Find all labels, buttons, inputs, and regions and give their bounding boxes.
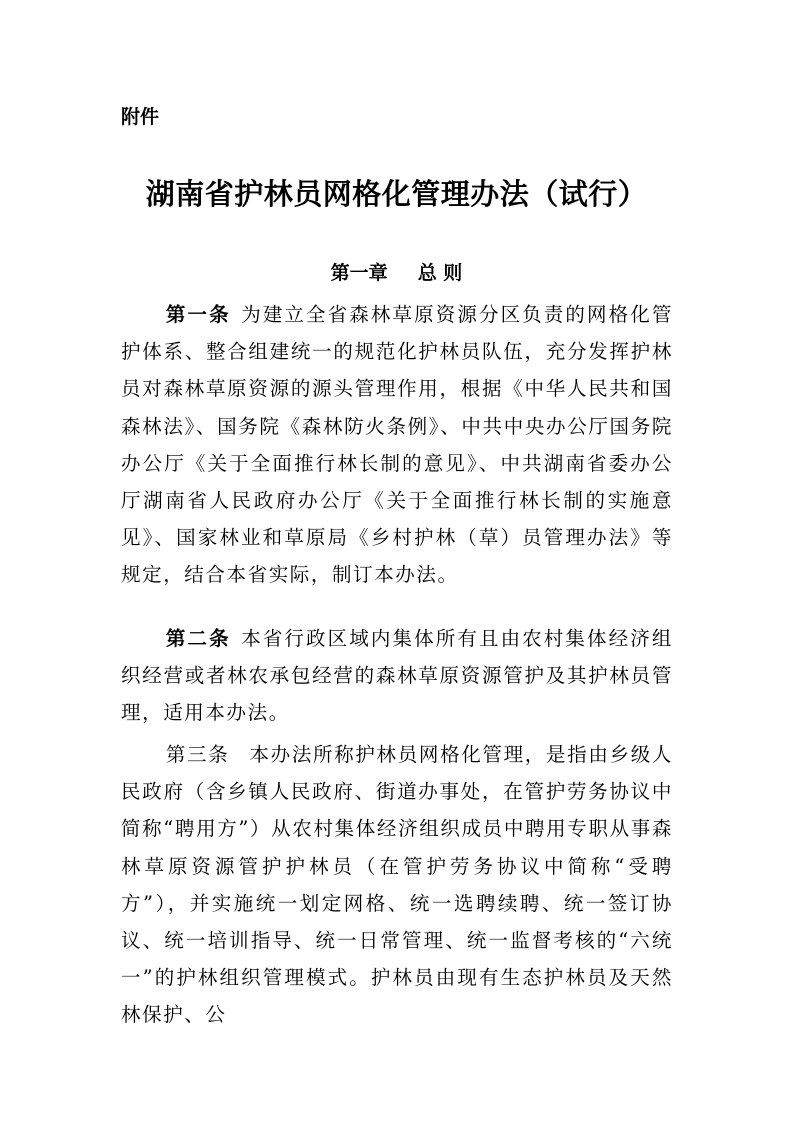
article-body: 本省行政区域内集体所有且由农村集体经济组织经营或者林农承包经营的森林草原资源管护及其护林员管理，适用本办法。 [121, 627, 673, 725]
article-heading: 第一条 [165, 303, 231, 326]
article-1 [121, 296, 673, 594]
article-heading: 第三条 [165, 743, 230, 766]
attachment-label: 附件 [121, 106, 160, 128]
article-2 [121, 620, 673, 732]
article-3 [121, 736, 673, 1034]
article-body: 为建立全省森林草原资源分区负责的网格化管护体系、整合组建统一的规范化护林员队伍，充分发挥护林员对森林草原资源的源头管理作用，根据《中华人民共和国森林法》、国务院《森林防火条例》、中共中央办公厅国务院办公厅《关于全面推行林长制的意见》、中共湖南省委办公厅湖南省人民政府办公厅《关于全面推行林长制的实施意见》、国家林业和草原局《乡村护林（草）员管理办法》等规定，结合本省实际，制订本办法。 [121, 303, 673, 587]
document-title: 湖南省护林员网格化管理办法（试行） [145, 177, 648, 211]
chapter-number: 第一章 [330, 262, 388, 284]
chapter-heading [0, 258, 793, 288]
article-paragraph [121, 736, 673, 1034]
article-paragraph [121, 296, 673, 594]
chapter-name: 总 则 [417, 262, 463, 284]
article-body: 本办法所称护林员网格化管理，是指由乡级人民政府（含乡镇人民政府、街道办事处，在管护劳务协议中简称“聘用方”）从农村集体经济组织成员中聘用专职从事森林草原资源管护护林员（在管护劳务协议中简称“受聘方”），并实施统一划定网格、统一选聘续聘、统一签订协议、统一培训指导、统一日常管理、统一监督考核的“六统一”的护林组织管理模式。护林员由现有生态护林员及天然林保护、公 [121, 743, 673, 1027]
article-paragraph [121, 620, 673, 732]
article-heading: 第二条 [165, 627, 231, 650]
